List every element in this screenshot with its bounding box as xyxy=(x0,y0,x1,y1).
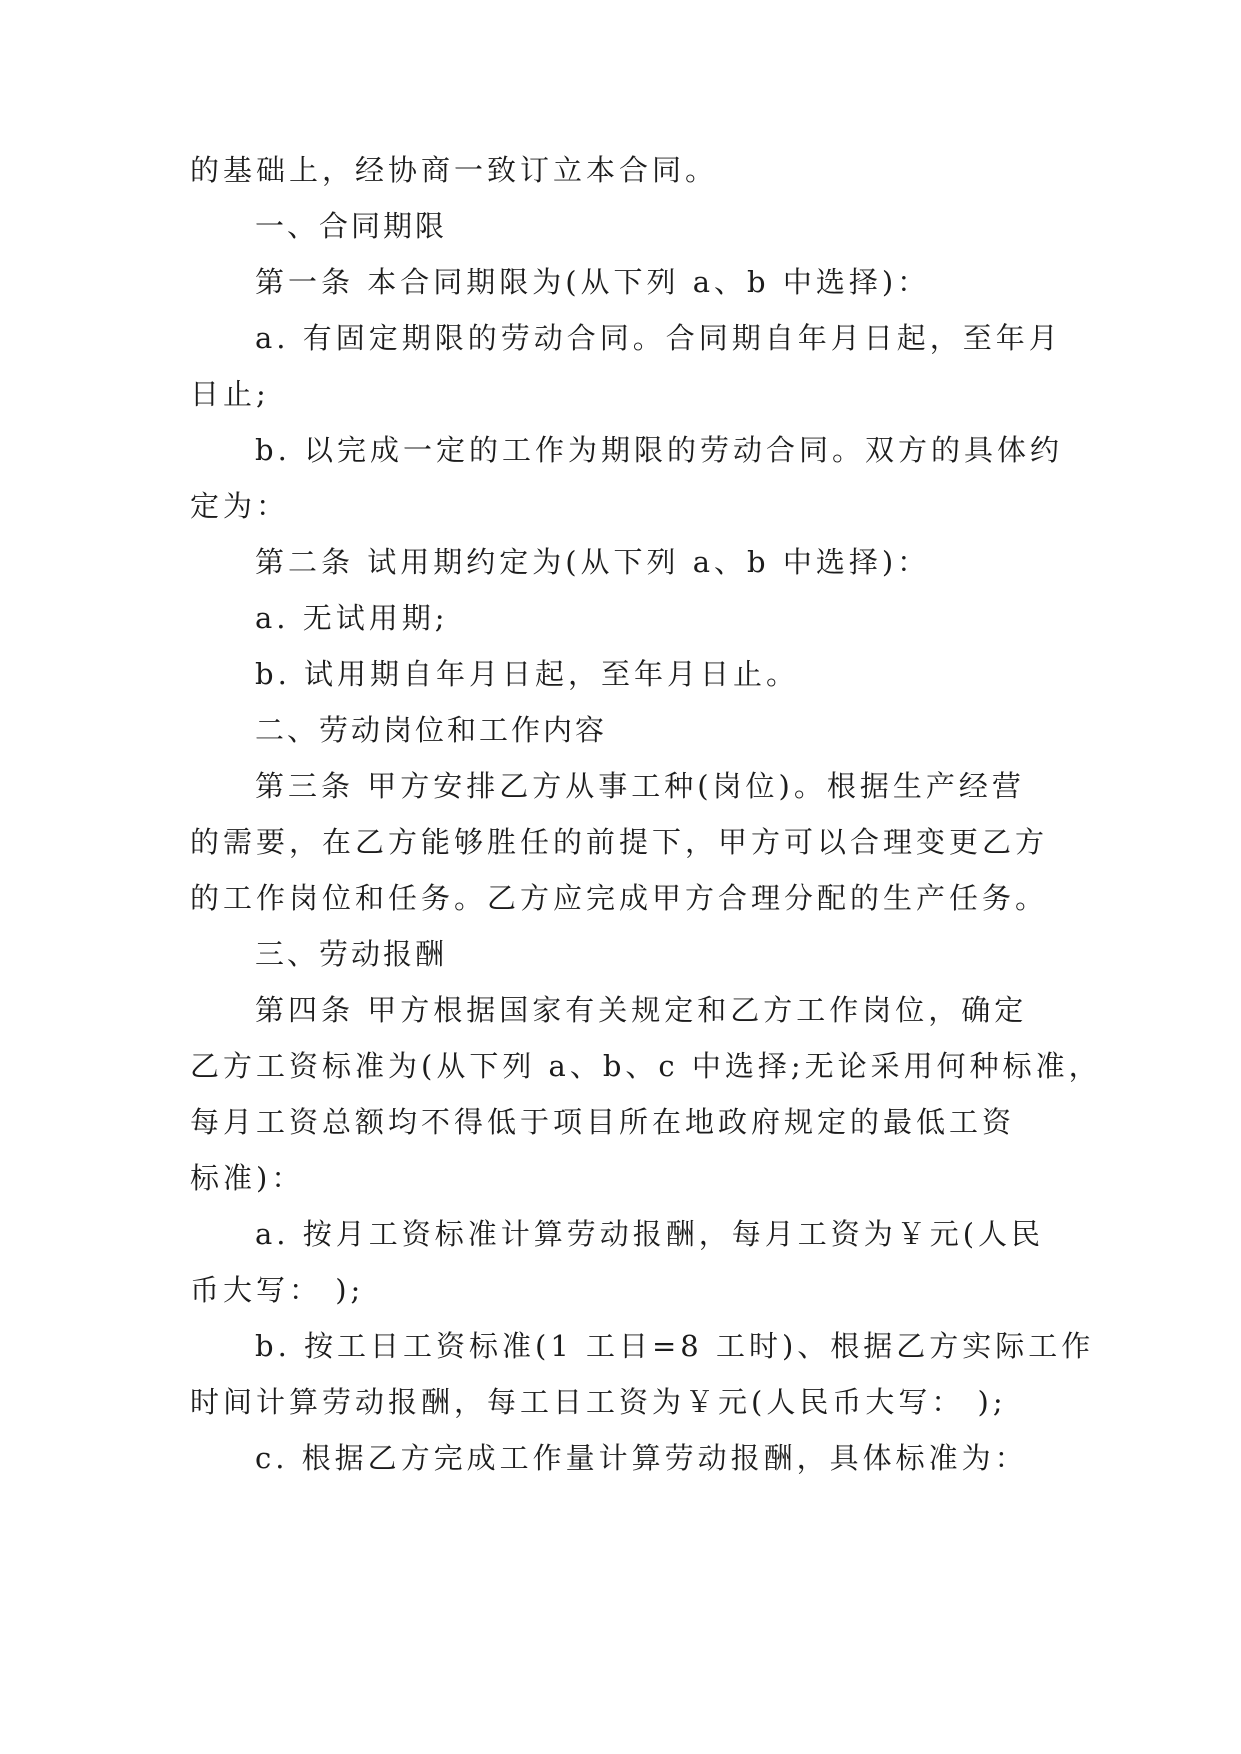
article-2-option-a-line: a. 无试用期; xyxy=(255,601,449,635)
article-4-option-a-line: 币大写： ); xyxy=(190,1273,365,1307)
paragraph-line: 的基础上，经协商一致订立本合同。 xyxy=(190,153,719,187)
section-heading-compensation: 三、劳动报酬 xyxy=(255,937,448,971)
article-1-option-a-line: 日止; xyxy=(190,377,270,411)
article-4-line: 第四条 甲方根据国家有关规定和乙方工作岗位，确定 xyxy=(255,993,1028,1027)
article-3-line: 的需要，在乙方能够胜任的前提下，甲方可以合理变更乙方 xyxy=(190,825,1049,859)
article-1-option-a-line: a. 有固定期限的劳动合同。合同期自年月日起，至年月 xyxy=(255,321,1062,355)
article-3-line: 第三条 甲方安排乙方从事工种(岗位)。根据生产经营 xyxy=(255,769,1025,803)
section-heading-contract-term: 一、合同期限 xyxy=(255,209,448,243)
article-3-line: 的工作岗位和任务。乙方应完成甲方合理分配的生产任务。 xyxy=(190,881,1049,915)
article-4-option-b-line: 时间计算劳动报酬，每工日工资为￥元(人民币大写： ); xyxy=(190,1385,1007,1419)
article-1-option-b-line: b. 以完成一定的工作为期限的劳动合同。双方的具体约 xyxy=(255,433,1064,467)
article-2-line: 第二条 试用期约定为(从下列 a、b 中选择)： xyxy=(255,545,931,579)
article-1-line: 第一条 本合同期限为(从下列 a、b 中选择)： xyxy=(255,265,931,299)
section-heading-position: 二、劳动岗位和工作内容 xyxy=(255,713,608,747)
article-4-line: 乙方工资标准为(从下列 a、b、c 中选择;无论采用何种标准， xyxy=(190,1049,1102,1083)
article-4-line: 每月工资总额均不得低于项目所在地政府规定的最低工资 xyxy=(190,1105,1016,1139)
article-2-option-b-line: b. 试用期自年月日起，至年月日止。 xyxy=(255,657,800,691)
article-4-option-b-line: b. 按工日工资标准(1 工日=8 工时)、根据乙方实际工作 xyxy=(255,1329,1095,1363)
article-4-option-a-line: a. 按月工资标准计算劳动报酬，每月工资为￥元(人民 xyxy=(255,1217,1045,1251)
article-1-option-b-line: 定为： xyxy=(190,489,290,523)
article-4-option-c-line: c. 根据乙方完成工作量计算劳动报酬，具体标准为： xyxy=(255,1441,1028,1475)
article-4-line: 标准)： xyxy=(190,1161,305,1195)
